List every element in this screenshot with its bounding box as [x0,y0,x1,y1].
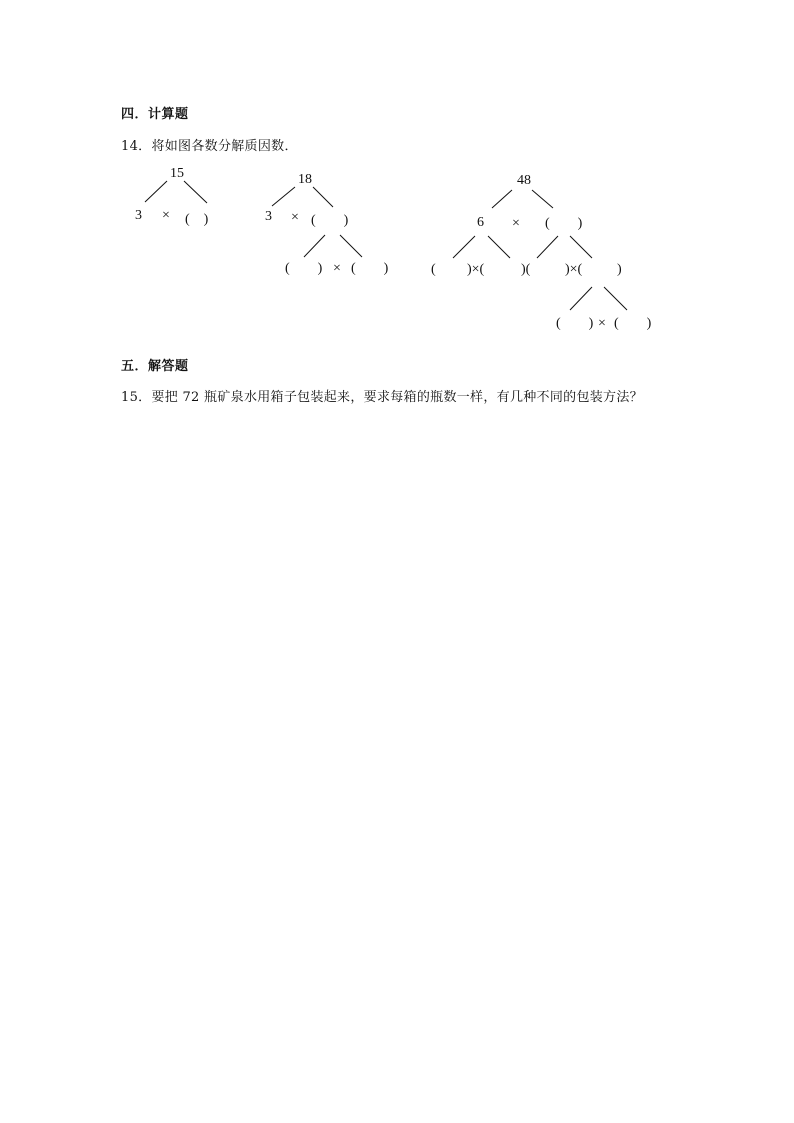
tree48-b5 [570,287,592,310]
tree48-left-branch [492,190,512,208]
tree18-sub-right-blank: ( ) [351,261,389,276]
question-14-text: 将如图各数分解质因数． [151,139,298,154]
tree18-root: 18 [298,172,312,187]
tree48-b2 [488,236,510,258]
question-15-text: 要把 72 瓶矿泉水用箱子包装起来，要求每箱的瓶数一样，有几种不同的包装方法？ [151,390,643,405]
tree15-left-branch [145,181,167,202]
tree48-blank: ( ) [545,216,583,231]
factor-tree-18 [265,172,389,276]
tree48-root: 48 [517,173,531,188]
question-14-number: 14． [121,139,152,154]
tree48-row3-p4: )×( [565,262,583,277]
question-15-number: 15． [121,390,152,405]
tree48-row3-p1: ( [431,262,436,277]
tree48-left-factor: 6 [477,215,484,230]
tree18-left-branch [272,187,295,206]
tree15-blank: ( ) [185,212,209,227]
tree48-b3 [537,236,558,258]
tree48-b1 [453,236,475,258]
tree15-right-branch [184,181,207,203]
tree48-times: × [512,216,520,231]
tree18-right-branch [313,187,333,207]
tree18-times: × [291,210,299,225]
section-4-heading: 四．计算题 [121,107,189,122]
tree48-row3-p5: ) [617,262,622,277]
factor-trees-figure [0,0,794,360]
tree18-sub-left-branch [304,235,325,257]
tree18-sub-left-blank: ( ) [285,261,323,276]
factor-tree-48 [431,173,652,331]
tree48-b6 [604,287,627,310]
tree48-row3-p3: )( [521,262,531,277]
tree18-sub-right-branch [340,235,362,257]
tree48-row4-right-blank: ( ) [614,316,652,331]
tree48-right-branch [532,190,553,208]
tree18-left-factor: 3 [265,209,272,224]
tree18-blank: ( ) [311,213,349,228]
tree18-sub-times: × [333,261,341,276]
tree15-times: × [162,208,170,223]
tree48-row4-times: × [598,316,606,331]
tree48-row4-left-blank: ( ) [556,316,594,331]
section-5-heading: 五．解答题 [121,359,189,374]
tree48-row3-p2: )×( [467,262,485,277]
tree15-left-factor: 3 [135,208,142,223]
factor-tree-15 [135,166,209,227]
question-15 [121,386,643,405]
tree48-b4 [570,236,592,258]
tree15-root: 15 [170,166,184,181]
